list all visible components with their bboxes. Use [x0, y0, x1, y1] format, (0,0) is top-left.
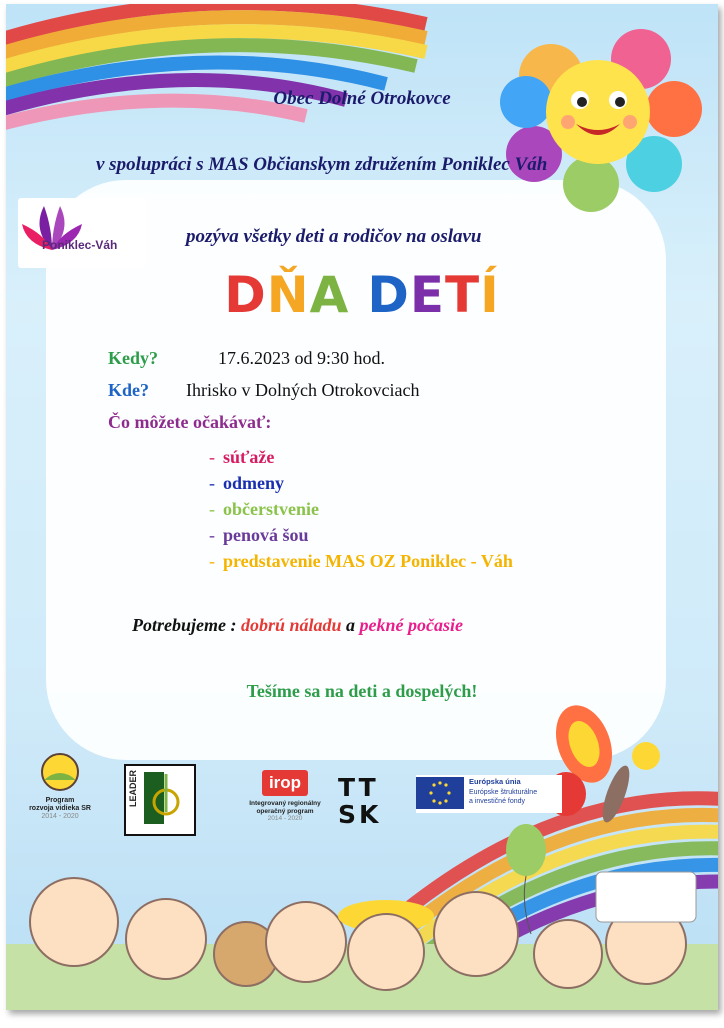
activity-text: predstavenie MAS OZ Poniklec - Váh — [223, 551, 513, 571]
leader-text: LEADER — [128, 770, 138, 808]
title-letter: D — [367, 266, 410, 324]
activity-item — [209, 551, 513, 572]
partner-line: v spolupráci s MAS Občianskym združením Poniklec Váh — [96, 154, 548, 175]
invitation-poster — [6, 4, 718, 1010]
list-dash: - — [209, 447, 215, 467]
activity-text: občerstvenie — [223, 499, 319, 519]
event-title — [6, 266, 718, 324]
title-letter: T — [445, 266, 481, 324]
ttsk-line1: TT — [338, 773, 379, 802]
title-letter: Ň — [266, 266, 310, 324]
host-municipality: Obec Dolné Otrokovce — [273, 88, 451, 109]
when-label: Kedy? — [108, 348, 159, 368]
eu-line1: Európske štrukturálne — [469, 789, 538, 796]
good-mood: dobrú náladu — [240, 615, 342, 635]
expect-label: Čo môžete očakávať: — [108, 412, 272, 432]
eu-funds-logo — [416, 775, 562, 813]
closing-line: Tešíme sa na deti a dospelých! — [246, 681, 478, 701]
list-dash: - — [209, 473, 215, 493]
prv-line2: rozvoja vidieka SR — [29, 805, 91, 812]
rural-development-icon — [38, 752, 82, 792]
title-letter: D — [224, 266, 267, 324]
irop-line3: 2014 - 2020 — [267, 815, 303, 822]
eu-flag-icon — [416, 777, 464, 809]
list-dash: - — [209, 499, 215, 519]
where-value: Ihrisko v Dolných Otrokovciach — [186, 380, 420, 400]
when-value: 17.6.2023 od 9:30 hod. — [218, 348, 386, 368]
requirements-prefix: Potrebujeme : — [132, 615, 241, 635]
prv-logo — [24, 752, 96, 821]
leader-emblem-icon — [144, 772, 188, 824]
children-illustration — [6, 872, 718, 1010]
poniklec-logo-text: Poniklec-Váh — [42, 238, 118, 252]
requirements-line — [132, 615, 463, 636]
list-dash: - — [209, 525, 215, 545]
activity-text: penová šou — [223, 525, 309, 545]
irop-mark: irop — [262, 770, 308, 796]
ttsk-line2: SK — [338, 800, 382, 829]
eu-line2: a investičné fondy — [469, 798, 526, 805]
invitation-line: pozýva všetky deti a rodičov na oslavu — [186, 226, 482, 247]
activity-text: súťaže — [223, 447, 275, 467]
prv-line3: 2014 - 2020 — [41, 813, 79, 820]
title-letter: E — [409, 266, 446, 324]
leader-logo — [124, 764, 196, 836]
activity-item — [209, 473, 284, 494]
where-label: Kde? — [108, 380, 150, 400]
ttsk-logo — [338, 774, 381, 828]
activity-item — [209, 447, 274, 468]
title-letter: A — [309, 266, 350, 324]
activity-text: odmeny — [223, 473, 285, 493]
good-weather: pekné počasie — [359, 615, 464, 635]
title-letter: Í — [480, 266, 500, 324]
activity-item — [209, 499, 319, 520]
list-dash: - — [209, 551, 215, 571]
irop-line1: Integrovaný regionálny — [249, 800, 321, 807]
poniklec-vah-logo — [18, 198, 146, 268]
activity-item — [209, 525, 309, 546]
requirements-and: a — [341, 615, 360, 635]
irop-logo — [246, 770, 324, 823]
irop-line2: operačný program — [256, 807, 314, 815]
eu-title: Európska únia — [469, 777, 521, 786]
prv-line1: Program — [45, 797, 75, 804]
